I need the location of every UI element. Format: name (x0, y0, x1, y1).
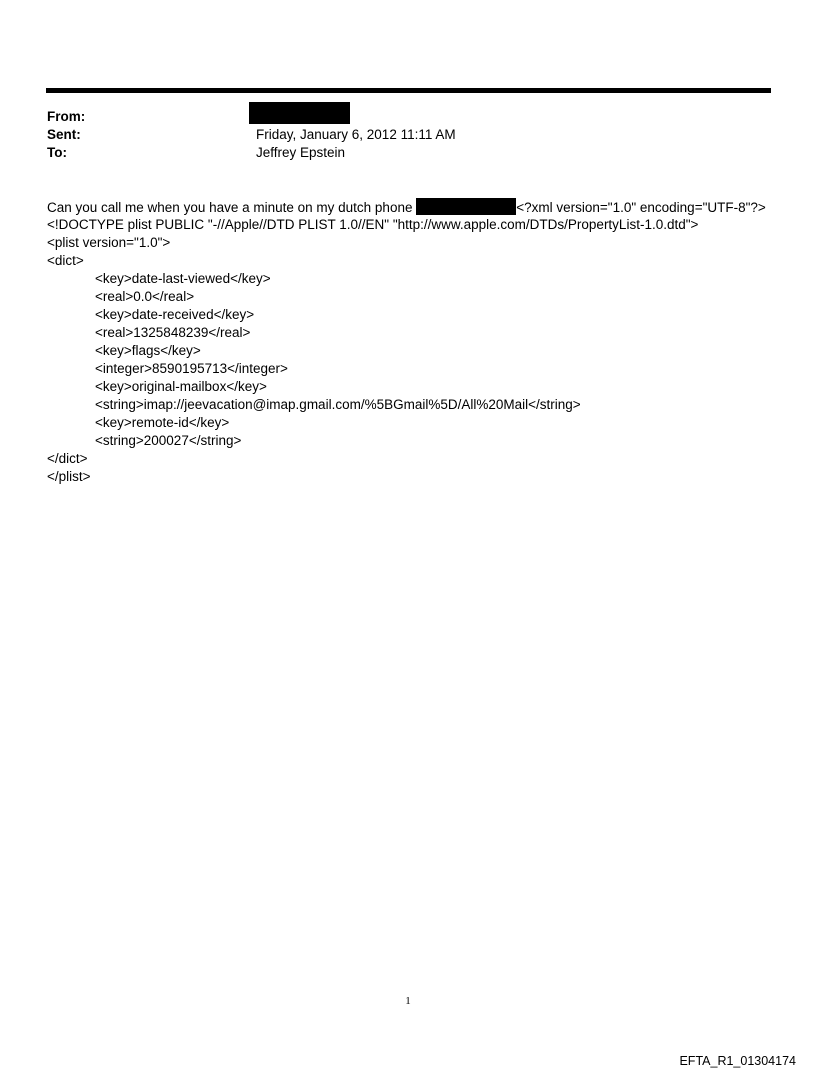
dict-line: <real>0.0</real> (95, 289, 195, 304)
document-id: EFTA_R1_01304174 (679, 1054, 796, 1068)
dict-line: <key>date-last-viewed</key> (95, 271, 271, 286)
dict-line: <integer>8590195713</integer> (95, 361, 288, 376)
page-number: 1 (405, 995, 411, 1007)
dict-close-line: </dict> (47, 451, 88, 466)
to-label: To: (47, 145, 67, 160)
doctype-line: <!DOCTYPE plist PUBLIC "-//Apple//DTD PLIST 1.0//EN" "http://www.apple.com/DTDs/PropertyList-1.0.dtd"> (47, 217, 699, 232)
dict-line: <real>1325848239</real> (95, 325, 251, 340)
dict-line: <key>flags</key> (95, 343, 201, 358)
dict-line: <key>remote-id</key> (95, 415, 230, 430)
phone-redaction (416, 198, 516, 215)
email-body (47, 198, 787, 486)
plist-open-line: <plist version="1.0"> (47, 235, 171, 250)
dict-line: <string>200027</string> (95, 433, 242, 448)
dict-open-line: <dict> (47, 253, 84, 268)
from-redaction (249, 102, 350, 124)
xml-declaration: <?xml version="1.0" encoding="UTF-8"?> (516, 200, 766, 215)
dict-line: <key>original-mailbox</key> (95, 379, 267, 394)
body-message: Can you call me when you have a minute on my dutch phone (47, 200, 413, 215)
dict-line: <key>date-received</key> (95, 307, 255, 322)
sent-value: Friday, January 6, 2012 11:11 AM (256, 127, 456, 142)
dict-line: <string>imap://jeevacation@imap.gmail.com/%5BGmail%5D/All%20Mail</string> (95, 397, 581, 412)
sent-label: Sent: (47, 127, 81, 142)
plist-close-line: </plist> (47, 469, 91, 484)
from-label: From: (47, 109, 86, 124)
header-rule (46, 88, 771, 93)
to-value: Jeffrey Epstein (256, 145, 346, 160)
body-first-line (47, 198, 787, 216)
